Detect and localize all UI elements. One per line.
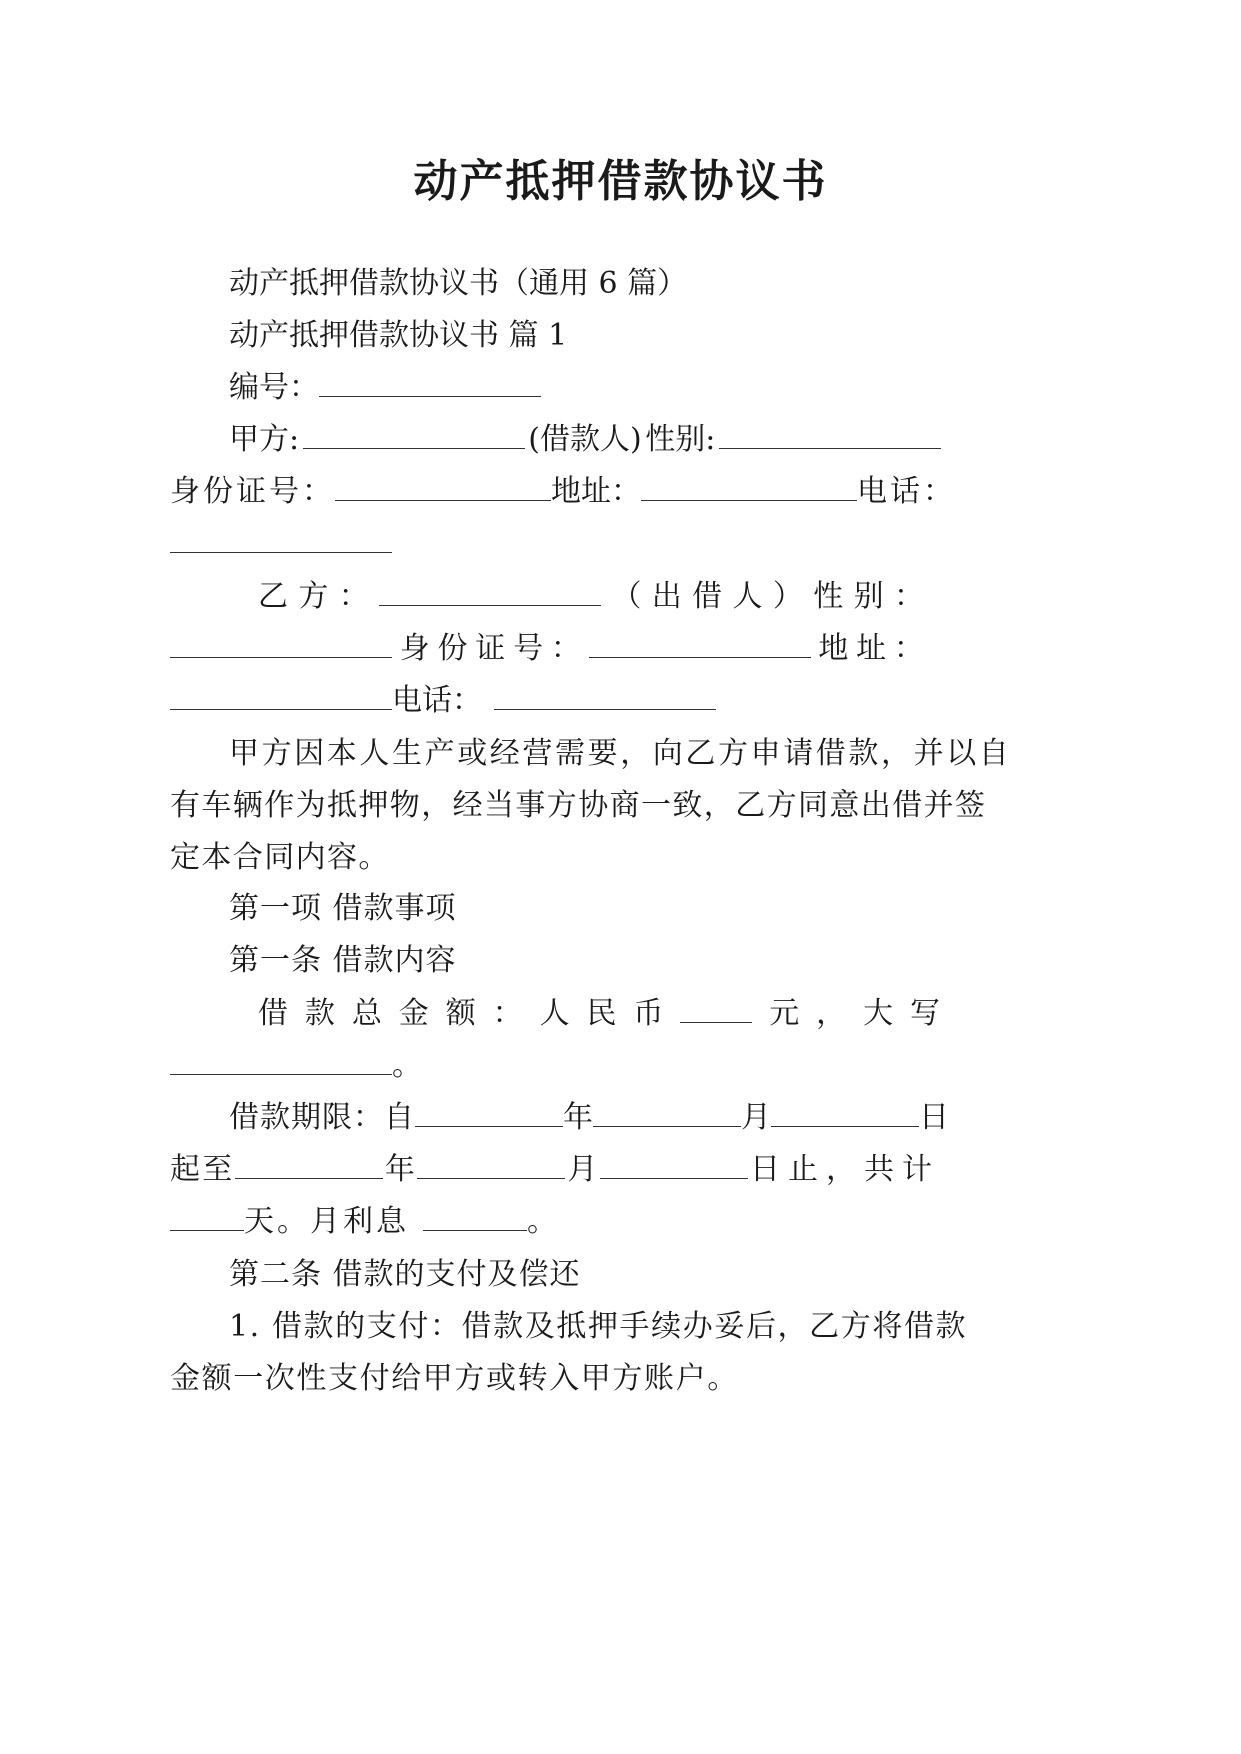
- id-char: 身: [399, 631, 430, 666]
- party-b-char: 出: [651, 579, 682, 614]
- amount-char: 款: [304, 996, 335, 1031]
- amount-char: ：: [492, 996, 523, 1031]
- daxie-char: 大: [863, 996, 894, 1031]
- end-month-blank: [417, 1148, 565, 1179]
- article-1-heading: 第一条 借款内容: [229, 943, 457, 978]
- party-b-phone-blank: [494, 679, 716, 710]
- from-char: 起: [170, 1152, 200, 1187]
- party-b-row: [258, 575, 924, 619]
- party-b-char: 方: [298, 579, 329, 614]
- party-b-char: 借: [692, 579, 723, 614]
- party-b-address-blank: [170, 679, 392, 710]
- party-b-name-blank: [379, 575, 601, 606]
- id-char: 份: [437, 631, 468, 666]
- interest-blank: [423, 1200, 527, 1231]
- party-b-id-blank: [589, 627, 811, 658]
- yuan-label: 元: [769, 996, 800, 1031]
- article-2-heading: 第二条 借款的支付及偿还: [229, 1257, 581, 1292]
- period: 。: [392, 1048, 422, 1083]
- party-b-char: 人: [732, 579, 763, 614]
- month-label: 月: [567, 1152, 598, 1187]
- party-b-char: ）: [772, 579, 803, 614]
- party-b-gender-blank: [170, 627, 392, 658]
- day-label: 日: [919, 1100, 949, 1135]
- days-label: 天。月利息: [244, 1204, 409, 1239]
- id-char: ：: [893, 631, 924, 666]
- amount-char: 币: [633, 996, 664, 1031]
- party-a-label: 甲方:: [229, 422, 300, 457]
- party-a-id-blank: [335, 470, 551, 501]
- phone-label-b: 电话：: [392, 683, 482, 718]
- subtitle-line: 动产抵押借款协议书（通用 6 篇）: [229, 266, 688, 301]
- start-month-blank: [593, 1096, 741, 1127]
- party-a-id-row: [170, 470, 956, 514]
- loan-term-end-row: [170, 1148, 940, 1192]
- contract-number-row: [229, 366, 541, 410]
- ending-label: 日止，共计: [749, 1152, 940, 1187]
- id-char: ：: [550, 631, 581, 666]
- party-a-name-blank: [303, 418, 525, 449]
- loan-amount-row: [258, 992, 940, 1036]
- from-char: 至: [202, 1152, 233, 1187]
- payment-line-1: 1. 借款的支付：借款及抵押手续办妥后，乙方将借款: [229, 1309, 968, 1344]
- party-a-row: [229, 418, 941, 462]
- party-b-id-row: [170, 627, 924, 671]
- number-label: 编号：: [229, 370, 319, 405]
- id-char: 证: [475, 631, 506, 666]
- party-b-char: 乙: [258, 579, 288, 614]
- id-label: 身份证号：: [170, 474, 335, 509]
- party-b-phone-row: [170, 679, 716, 723]
- loan-term-row: [229, 1096, 949, 1140]
- amount-char: 借: [258, 996, 288, 1031]
- term-label: 借款期限：自: [229, 1100, 415, 1135]
- amount-capital-row: [170, 1044, 422, 1088]
- amount-char: 人: [539, 996, 570, 1031]
- comma: ，: [816, 996, 847, 1031]
- paragraph-1-line-3: 定本合同内容。: [170, 840, 390, 875]
- party-b-char: 别: [853, 579, 884, 614]
- party-a-address-blank: [641, 470, 857, 501]
- party-a-phone-row: [170, 522, 392, 566]
- payment-line-2: 金额一次性支付给甲方或转入甲方账户。: [170, 1361, 739, 1396]
- party-b-char: 性: [813, 579, 844, 614]
- month-label: 月: [741, 1100, 771, 1135]
- year-label: 年: [384, 1152, 415, 1187]
- amount-char: 民: [586, 996, 617, 1031]
- party-b-char: ：: [893, 579, 924, 614]
- party-b-char: ：: [338, 579, 369, 614]
- period: 。: [527, 1204, 557, 1239]
- number-blank: [319, 366, 541, 397]
- id-char: 地: [818, 631, 849, 666]
- year-label: 年: [563, 1100, 593, 1135]
- address-label: 地址：: [551, 474, 641, 509]
- amount-blank: [680, 992, 752, 1023]
- paragraph-1-line-2: 有车辆作为抵押物，经当事方协商一致，乙方同意出借并签: [170, 788, 987, 823]
- id-char: 址: [856, 631, 887, 666]
- part-heading: 动产抵押借款协议书 篇 1: [229, 318, 568, 353]
- borrower-label: (借款人): [528, 422, 642, 457]
- party-a-gender-blank: [719, 418, 941, 449]
- party-b-char: （: [611, 579, 642, 614]
- document-title: 动产抵押借款协议书: [413, 156, 828, 207]
- days-interest-row: [170, 1200, 557, 1244]
- gender-label: 性别:: [645, 422, 716, 457]
- phone-label: 电话：: [857, 474, 956, 509]
- start-day-blank: [771, 1096, 919, 1127]
- end-day-blank: [600, 1148, 748, 1179]
- daxie-char: 写: [909, 996, 940, 1031]
- amount-char: 额: [445, 996, 476, 1031]
- amount-char: 金: [398, 996, 429, 1031]
- party-a-phone-blank: [170, 522, 392, 553]
- paragraph-1-line-1: 甲方因本人生产或经营需要，向乙方申请借款，并以自: [229, 736, 1012, 771]
- days-blank: [170, 1200, 244, 1231]
- item-1-heading: 第一项 借款事项: [229, 891, 457, 926]
- amount-capital-blank: [170, 1044, 392, 1075]
- end-year-blank: [235, 1148, 383, 1179]
- start-year-blank: [415, 1096, 563, 1127]
- id-char: 号: [513, 631, 544, 666]
- amount-char: 总: [351, 996, 382, 1031]
